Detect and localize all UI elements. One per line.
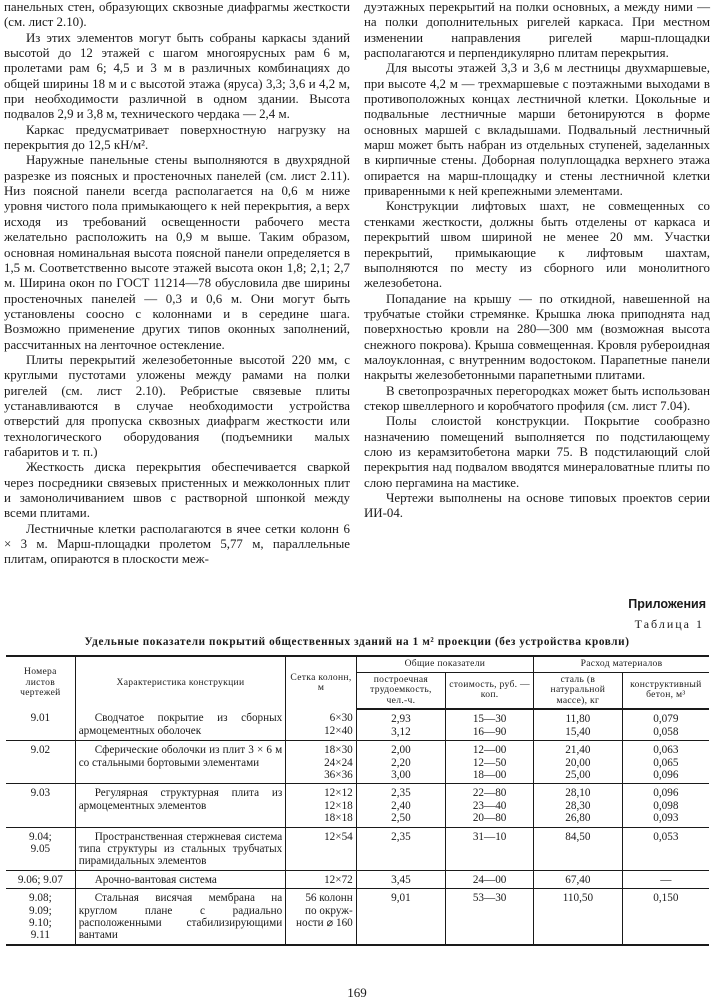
table-row	[6, 709, 709, 740]
cell-steel-value: 20,00	[565, 756, 591, 769]
cell-labor-value: 2,35	[391, 830, 411, 843]
paragraph: Лестничные клетки располагаются в ячее сетки колонн 6 × 3 м. Марш-площадки пролетом 5,77 м, параллельные плитам, опираются в плоскости меж-	[4, 521, 350, 567]
cell-labor-value: 2,35	[391, 787, 411, 800]
cell-column-grid	[286, 870, 357, 888]
cell-concrete-value: 0,053	[653, 830, 679, 843]
cell-column-grid-value: ности ⌀ 160	[295, 917, 353, 930]
cell-sheet-numbers	[6, 784, 75, 827]
cell-column-grid	[286, 889, 357, 945]
cell-description: Пространственная стержневая система типа структуры из стальных трубчатых пирамидальных элементов	[75, 827, 286, 870]
table-row	[6, 784, 709, 827]
paragraph: Конструкции лифтовых шахт, не совмещенных со стенками жесткости, должны быть отделены от каркаса и перекрытий швом шириной не менее 20 мм. Участки перекрытий, примыкающие к лифтовым шахтам, выполняются по месту из сборного или монолитного железобетона.	[364, 199, 710, 291]
paragraph: Наружные панельные стены выполняются в двухрядной разрезке из поясных и простеночных панелей (см. лист 2.11). Низ поясной панели всегда располагается на 0,6 м ниже уровня чистого пола примыкающего к ней перекрытия, а верх исходя из требований освещенности рабочего места желательно расположить на 0,9 м выше. Таким образом, основная номинальная высота поясной панели определяется в 1,5 м. Соответственно высоте этажей высота окон 1,8; 2,1; 2,7 м. Ширина окон по ГОСТ 11214—78 обусловила две ширины простеночных панелей — 0,3 и 0,6 м. Они могут быть установлены соосно с колоннами и в середине шага. Возможно применение других типов оконных заполнений, рассчитанных на ленточное остекление.	[4, 153, 350, 352]
header-sheet-numbers: Номера листов чертежей	[6, 656, 75, 709]
cell-sheet-numbers-value: 9.04;	[29, 830, 52, 843]
cell-labor	[356, 889, 445, 945]
cell-cost	[446, 827, 534, 870]
cell-concrete-value: 0,065	[653, 756, 679, 769]
table-caption: Удельные показатели покрытий общественных зданий на 1 м² проекции (без устройства кровли)	[84, 636, 630, 648]
page-number: 169	[347, 985, 367, 1000]
cell-labor	[356, 741, 445, 784]
cell-sheet-numbers	[6, 889, 75, 945]
cell-column-grid	[286, 827, 357, 870]
cell-column-grid-value: 18×18	[324, 812, 353, 825]
cell-concrete-value: 0,063	[653, 744, 679, 757]
cell-steel	[534, 784, 623, 827]
cell-labor-value: 2,40	[391, 799, 411, 812]
cell-sheet-numbers-value: 9.05	[30, 843, 51, 856]
table-row	[6, 741, 709, 784]
cell-cost-value: 24—00	[472, 873, 507, 886]
paragraph: Жесткость диска перекрытия обеспечивается сваркой через посредники связевых пристенных и межколонных плит и замоноличиванием швов с растворной шпонкой между всеми плитами.	[4, 460, 350, 521]
paragraph: В светопрозрачных перегородках может быть использован стекор швеллерного и коробчатого профиля (см. лист 7.04).	[364, 383, 710, 413]
paragraph: Из этих элементов могут быть собраны каркасы зданий высотой до 12 этажей с шагом многоярусных рам 6 м, пролетами рам 6; 4,5 и 3 м в различных комбинациях до общей ширины 18 м и с высотой этажа (яруса) 3,3; 3,6 и 4,2 м, при необходимости различной в одном здании. Высота подвалов 2,9 и 3,8 м, технического чердака — 2,4 м.	[4, 30, 350, 122]
header-steel: сталь (в натуральной массе), кг	[534, 672, 623, 709]
cell-concrete-value: —	[660, 873, 672, 886]
cell-description: Стальная висячая мембрана на круглом плане с радиально расположенными стабилизирующими вантами	[75, 889, 286, 945]
cell-labor-value: 2,50	[391, 812, 411, 825]
cell-steel-value: 84,50	[565, 830, 591, 843]
cell-steel-value: 11,80	[565, 713, 591, 726]
cell-labor-value: 2,93	[391, 713, 411, 726]
paragraph: Плиты перекрытий железобетонные высотой 220 мм, с круглыми пустотами уложены между рамами на полки ригелей (см. лист 2.10). Ребристые связевые плиты устанавливаются в случае необходимости устройства отверстий для пропуска сквозных диафрагм жесткости или технологического оборудования (подъемники малых габаритов и т. п.)	[4, 352, 350, 459]
header-description: Характеристика конструкции	[75, 656, 286, 709]
paragraph: дуэтажных перекрытий на полки основных, а между ними — на полки дополнительных ригелей каркаса. При местном изменении направления ригелей марш-площадки располагаются и перпендикулярно плитам перекрытия.	[364, 0, 710, 61]
cell-steel-value: 15,40	[565, 725, 591, 738]
paragraph: Полы слоистой конструкции. Покрытие сообразно назначению помещений выполняется по подстилающему слою из керамзитобетона марки 75. В подстилающий слой перекрытия над подвалом вводятся минераловатные плиты по слою пергамина на мастике.	[364, 414, 710, 490]
paragraph: панельных стен, образующих сквозные диафрагмы жесткости (см. лист 2.10).	[4, 0, 350, 30]
cell-steel	[534, 889, 623, 945]
cell-steel-value: 67,40	[565, 873, 591, 886]
cell-sheet-numbers-value: 9.06; 9.07	[17, 873, 63, 886]
cell-labor-value: 3,45	[391, 873, 411, 886]
appendix-heading: Приложения	[628, 597, 706, 611]
cell-sheet-numbers	[6, 870, 75, 888]
paragraph: Каркас предусматривает поверхностную нагрузку на перекрытия до 12,5 кН/м².	[4, 122, 350, 153]
cell-steel	[534, 827, 623, 870]
cell-sheet-numbers-value: 9.08;	[29, 892, 52, 905]
header-materials: Расход материалов	[534, 656, 709, 672]
cell-labor	[356, 827, 445, 870]
table-row	[6, 827, 709, 870]
cell-cost-value: 20—80	[472, 812, 507, 825]
cell-cost	[446, 870, 534, 888]
cell-labor	[356, 709, 445, 740]
cell-labor-value: 3,00	[391, 769, 411, 781]
header-general-indicators: Общие показатели	[356, 656, 533, 672]
cell-cost-value: 16—90	[472, 725, 507, 738]
cell-concrete-value: 0,096	[653, 769, 679, 781]
cell-cost	[446, 741, 534, 784]
cell-cost	[446, 889, 534, 945]
cell-concrete	[622, 827, 709, 870]
paragraph: Для высоты этажей 3,3 и 3,6 м лестницы двухмаршевые, при высоте 4,2 м — трехмаршевые с поэтажными выходами в противоположных концах лестничной клетки. Цокольные и подвальные лестничные марши бетонируются в форме основных маршей с вкладышами. Подвальный лестничный марш может быть набран из отдельных ступеней, заделанных в кирпичные стены. Доборная полуплощадка верхнего этажа опирается на марш-площадку и стены лестничной клетки приваренными к ней крепежными элементами.	[364, 61, 710, 199]
cell-cost-value: 15—30	[472, 713, 507, 726]
cell-sheet-numbers-value: 9.09;	[29, 904, 52, 917]
cell-steel	[534, 741, 623, 784]
cell-description: Сводчатое покрытие из сборных армоцементных оболочек	[75, 709, 286, 740]
cell-column-grid-value: 12×40	[324, 724, 353, 737]
cell-sheet-numbers-value: 9.02	[30, 744, 51, 757]
cell-column-grid-value: 36×36	[324, 769, 353, 781]
cell-steel-value: 21,40	[565, 744, 591, 757]
cell-steel-value: 25,00	[565, 769, 591, 781]
cell-sheet-numbers	[6, 741, 75, 784]
cell-column-grid-value: 12×18	[324, 799, 353, 812]
cell-sheet-numbers	[6, 709, 75, 740]
cell-concrete-value: 0,093	[653, 812, 679, 825]
cell-concrete	[622, 784, 709, 827]
cell-concrete-value: 0,096	[653, 787, 679, 800]
cell-steel-value: 110,50	[562, 892, 594, 905]
cell-description: Арочно-вантовая система	[75, 870, 286, 888]
cell-cost-value: 12—50	[472, 756, 507, 769]
cell-labor-value: 3,12	[391, 725, 411, 738]
cell-concrete-value: 0,079	[653, 713, 679, 726]
cell-cost-value: 31—10	[472, 830, 507, 843]
table-number: Таблица 1	[634, 617, 704, 631]
text-columns	[4, 0, 710, 568]
cell-column-grid-value: 12×72	[324, 873, 353, 886]
cell-sheet-numbers	[6, 827, 75, 870]
cell-column-grid-value: 24×24	[324, 756, 353, 769]
paragraph: Чертежи выполнены на основе типовых проектов серии ИИ-04.	[364, 491, 710, 521]
cell-concrete	[622, 889, 709, 945]
cell-steel-value: 26,80	[565, 812, 591, 825]
cell-sheet-numbers-value: 9.11	[30, 929, 50, 942]
cell-sheet-numbers-value: 9.10;	[29, 917, 52, 930]
cell-cost	[446, 784, 534, 827]
cell-labor-value: 2,20	[391, 756, 411, 769]
cell-concrete-value: 0,058	[653, 725, 679, 738]
cell-cost-value: 12—00	[472, 744, 507, 757]
cell-column-grid-value: 12×54	[324, 830, 353, 843]
cell-cost-value: 18—00	[472, 769, 507, 781]
cell-column-grid	[286, 741, 357, 784]
cell-column-grid-value: по окруж-	[305, 904, 353, 917]
cell-cost-value: 23—40	[472, 799, 507, 812]
cell-labor-value: 9,01	[391, 892, 411, 905]
cell-description: Сферические оболочки из плит 3 × 6 м со стальными бортовыми элементами	[75, 741, 286, 784]
cell-column-grid	[286, 709, 357, 740]
cell-column-grid-value: 6×30	[329, 712, 353, 725]
cell-description: Регулярная структурная плита из армоцементных элементов	[75, 784, 286, 827]
table-row	[6, 889, 709, 945]
cell-labor-value: 2,00	[391, 744, 411, 757]
cell-concrete-value: 0,150	[653, 892, 679, 905]
table-body	[6, 709, 709, 945]
cell-concrete	[622, 709, 709, 740]
table-row	[6, 870, 709, 888]
cell-column-grid-value: 12×12	[324, 787, 353, 800]
cell-cost-value: 53—30	[472, 892, 507, 905]
cell-steel-value: 28,10	[565, 787, 591, 800]
cell-steel-value: 28,30	[565, 799, 591, 812]
cell-column-grid	[286, 784, 357, 827]
header-column-grid: Сетка колонн, м	[286, 656, 357, 709]
cell-sheet-numbers-value: 9.01	[30, 712, 51, 725]
cell-steel	[534, 709, 623, 740]
cell-concrete	[622, 741, 709, 784]
paragraph: Попадание на крышу — по откидной, навешенной на трубчатые стойки стремянке. Крышка люка приподнята над поверхностью кровли на 280—300 мм (возможная высота снежного покрова). Крыша совмещенная. Кровля рубероидная малоуклонная, с внутренним водостоком. Парапетные панели накрыты железобетонными парапетными плитами.	[364, 291, 710, 383]
cell-column-grid-value: 56 колонн	[305, 892, 353, 905]
left-text-column	[4, 0, 350, 568]
cell-column-grid-value: 18×30	[324, 744, 353, 757]
cell-sheet-numbers-value: 9.03	[30, 787, 51, 800]
cell-cost-value: 22—80	[472, 787, 507, 800]
indicators-table	[6, 655, 709, 946]
header-concrete: конструктивный бетон, м³	[622, 672, 709, 709]
header-labor: построечная трудоемкость, чел.-ч.	[356, 672, 445, 709]
cell-concrete	[622, 870, 709, 888]
cell-cost	[446, 709, 534, 740]
right-text-column	[364, 0, 710, 568]
cell-labor	[356, 784, 445, 827]
cell-concrete-value: 0,098	[653, 799, 679, 812]
cell-steel	[534, 870, 623, 888]
cell-labor	[356, 870, 445, 888]
header-cost: стоимость, руб. — коп.	[446, 672, 534, 709]
